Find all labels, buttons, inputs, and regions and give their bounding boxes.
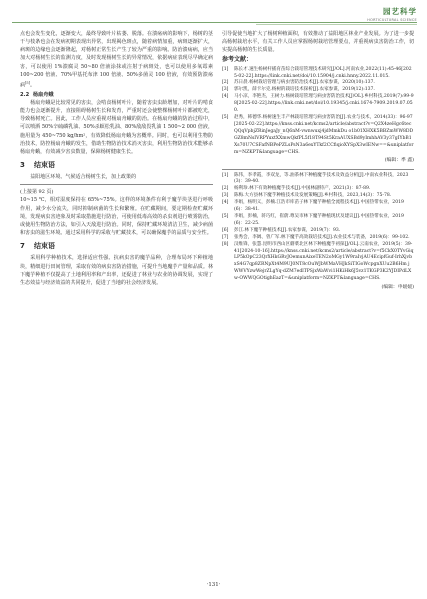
- reference-item: [222, 115, 414, 156]
- reference-item: [222, 173, 414, 187]
- paragraph: 杨扇舟蛾是比较常见的害虫，会啃食杨树叶片，随着害虫虫龄增加，对叶片的啃食能力也会逐渐提升，直接阻碍杨树生长和发育，严重时还会使整棵杨树叶片都被吃光，导致杨树死亡。因此，工作人员应重视对杨扇舟蛾的防治。在杨扇舟蛾的防治过程中，可以喷洒 50%辛硫磷乳油、50%杀螟松乳油、80%敌敌畏乳油 1 500~2 000 倍液，施用量为 450~750 kg/hm²，有效降低杨扇舟蛾为害概率。同时，也可以利用生物防治技术，防控杨扇舟蛾的发生，借助生物防治技术消灭害虫，利用生物防治技术能够杀杨扇舟蛾，有效减少害虫数量，保障杨树健康生长。: [20, 99, 213, 155]
- section-heading: [20, 242, 213, 250]
- reference-item: [222, 242, 414, 283]
- reference-list: [222, 67, 414, 157]
- reference-list: [222, 173, 414, 284]
- paragraph-text: 点也会发生变化，逐渐变大，最终导致叶片枯萎、脱落。在溃疡病的影响下，杨树的茎干与枝条也会在发病初期表现出异常，出现褐色斑点，随着病情加重，病斑逐渐扩大，病斑的边缘也会逐渐隆起，对杨树正常生长产生了较为严重的影响。防治溃疡病，应当加大对杨树生长的监测力度，及时发现杨树生长的异常情况，依据病症表现尽早确定病害，可以使用 1%溃腐灵 50~80 倍液涂抹或注射于病斑处，也可以使用多氧霉素 100~200 倍液、70%甲基托布津 100 倍液、50%多菌灵 100 倍液，有效预防溃疡病: [20, 31, 213, 89]
- section-number: 7: [20, 242, 25, 251]
- paragraph: 采用科学种植技术，选择适应性强、抗病虫害的魔芋品种，合理布局环下种植地块，精细进行田间管理，采取有效的病虫害防治措施，可提升当地魔芋产量和品质。林下魔芋种植不仅提高了土地利用率和产出率，还促进了林业与农业的协调发展，实现了生态效益与经济效益的共同提升，促进了当地的社会经济发展。: [20, 255, 213, 286]
- reference-index: [5]: [222, 214, 229, 219]
- editor-credit: (编辑：申媛媛): [381, 285, 414, 291]
- reference-text: 马小凉，李艳杰，王树力.杨树栽培管理与病虫害防治技术[J/OL].乡村科技,2019(7):99-98[2025-02-22].https://link.cnki.net/doi/10.19345/j.cnki.1674-7909.2019.07.050.: [234, 94, 414, 114]
- reference-text: 汉维锋，张慧.昆明市西山区蘑菜北区林下种植魔芋初探[J/OL].云南农业，2019(5)：39-41[2024-10-16].https://knss.cnki.net/kcms2/article/abstract?v=f5CkX0TYvGiqLP5kOpC23QrXHkGRvJOemunAixeTEN2oMGy1W9raIvjAU4EcipfGuf-IrhXjvbxS4G7qp8ZRNpXt4M9UJ0NT8cOuWJbWMaVHJkSiTIGoWcpgnXUu2B6Hm jWWVYzwWejrZLgYq-dZM7edlTPSjxWaWvi1HKiHk6J5vz1TKGP3K2YJDIPdLXw-OWWQGOtighEazT=&uniplatform=NZKPT&language=CHS.: [234, 241, 414, 282]
- reference-text: 陈长才.速生杨树杆插育苗综合栽培管理技术研究[J/OL].河南农业,2022(11):45-46[2025-02-22].https://link.cnki.net/doi/10.15904/j.cnki.hnny.2022.11.015.: [234, 66, 412, 79]
- page-number: ·131·: [206, 582, 221, 588]
- reference-text: 李娟，杨明义，彭楠.江浩市库苗子林下魔芋种植全流程技术[J].中国热带农业，2019(6)：38-41.: [234, 200, 404, 213]
- reference-text: 彭江.林下魔芋种植技术[J].农家参谋，2019(7)：93.: [234, 227, 341, 233]
- journal-header: [367, 6, 417, 22]
- reference-index: [8]: [222, 241, 229, 247]
- journal-name: 园艺科学: [383, 7, 417, 16]
- section-heading: [20, 91, 213, 99]
- reference-text: 郭尔凯，薛卡尔克.杨树的栽培技术探析[J].农家参谋，2019(12):137.: [234, 87, 375, 93]
- paragraph: [20, 30, 213, 90]
- reference-index: [5]: [222, 114, 229, 120]
- citation: [5]: [25, 80, 31, 85]
- reference-index: [1]: [222, 172, 229, 178]
- reference-index: [2]: [222, 80, 229, 86]
- reference-text: 李娟，彭楠，蒋巧红，崔蔚.尊吴市林下魔芋种植现状及建议[J].中国热带农业，2019(6)：22-25.: [234, 214, 404, 226]
- section-title: 结束语: [34, 161, 55, 170]
- reference-index: [3]: [222, 193, 229, 199]
- reference-index: [7]: [222, 234, 229, 240]
- reference-item: [222, 214, 414, 228]
- reference-text: 杨利珍.林下有效种植魔芋技术[J].中国林副特产，2021(3)：87-89.: [234, 186, 371, 192]
- paragraph: 益阳地区环境、气候适合杨树生长，加上政策的: [30, 174, 137, 181]
- journal-name-en: HORTICULTURAL SCIENCE: [367, 18, 417, 22]
- reference-index: [3]: [222, 87, 229, 93]
- paragraph-end: 。: [30, 82, 36, 89]
- reference-item: [222, 67, 414, 81]
- reference-index: [4]: [222, 94, 229, 100]
- article-divider: [20, 184, 213, 185]
- reference-text: 苏日晨.杨树栽培管理与病虫害防治技术[J].农家参谋，2020(10):137.: [234, 80, 375, 86]
- section-number: 3: [20, 161, 25, 170]
- right-column: [222, 30, 414, 292]
- reference-index: [2]: [222, 186, 229, 192]
- reference-text: 张秀会，李阔、曾广军.林下魔芋高效栽培技术[J].农业技术与装备，2019(6)：99-102.: [234, 234, 410, 240]
- paragraph: 引导促使当地扩大了杨树种植面积，有效推动了益阳地区林业产业发展。为了进一步提高杨树栽培水平，有关工作人员应掌握杨树栽培管理要点，并重视病虫害防治工作，切实提高杨树的生长质量。: [222, 31, 414, 54]
- article-divider: [222, 169, 414, 170]
- paragraph: 10~15 ℃，相对湿度保持在 65%~75%。这样的环境条件有利于魔芋块茎进行呼吸作用，减少水分流失，同时抑制病菌的生长和繁殖。在贮藏期间，要定期检查贮藏环境，发现病虫害迹象及时采取措施进行防治，可使用低毒高效的杀虫剂进行喷雾防治，或使用生物防治方法，如引入天敌进行防治。同时，保持贮藏环境清洁卫生，减少病菌和害虫的滋生环境。通过采用科学的采收与贮藏技术，可以确保魔芋的品质与安全性。: [20, 197, 213, 237]
- continued-note: (上接第 92 页): [20, 189, 54, 196]
- editor-credit: (编辑：季 鑫): [384, 158, 414, 164]
- reference-item: [222, 200, 414, 214]
- reference-text: 赵秀，韩德华.杨树速生丰产林栽培管理与病虫害防治[J].农业与技术，2014(33)：96-97[2025-02-22].https://knss.cnki.net/kcms2/article/abstract?v=Q2X4zeHgc6tecQQqVpbjZRinJegaJy_nQ6nM-vwnwuxj4jdMmkDu o1b01XHXK5BBZmWW8DDGZ8mNsIVRPYuxtXXmwQkfPL5f18T94St5KraAUXSBd9yImhhAV3y37gIYbB1Xs70U7CSFafNBPePZLsPsN3a6exYTkf2CCfiqioXYSpX3wIENw==&uniplatform=NZKPT&language=CHS.: [234, 114, 414, 155]
- reference-text: 陈梅.大方县林下魔芋种植技术及发展策略[J].乡村科技，2023,14(3)：75-78.: [234, 193, 392, 199]
- reference-index: [4]: [222, 200, 229, 206]
- left-column: [20, 30, 213, 287]
- reference-index: [1]: [222, 66, 229, 72]
- reference-item: [222, 94, 414, 115]
- references-heading: 参考文献：: [222, 56, 253, 64]
- header-rule-secondary: [256, 24, 417, 25]
- reference-text: 陈伟，李孝霞，李双龙，等.油茶林下种植魔芋技术及效益分析[J].中南农业科技，2023(3)：39-40.: [234, 172, 409, 185]
- section-heading: [20, 161, 213, 169]
- section-title: 结束语: [34, 242, 55, 251]
- reference-item: [222, 228, 414, 235]
- reference-item: [222, 235, 414, 242]
- section-number: 2.2: [20, 91, 30, 98]
- reference-index: [6]: [222, 227, 229, 233]
- section-title: 杨扇舟蛾: [32, 91, 54, 98]
